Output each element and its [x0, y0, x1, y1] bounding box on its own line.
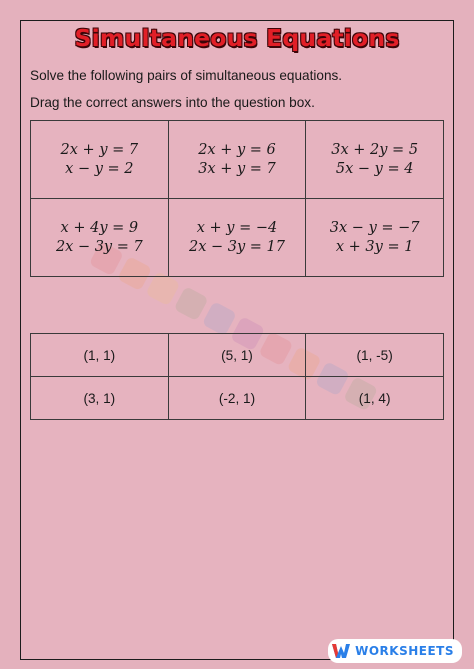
question-cell[interactable]	[306, 199, 444, 277]
question-cell[interactable]	[31, 121, 169, 199]
worksheets-logo[interactable]	[328, 639, 462, 663]
question-box	[30, 120, 444, 277]
equation: 3x − y = −7	[329, 219, 420, 236]
question-cell[interactable]	[306, 121, 444, 199]
equation: 2x − 3y = 7	[55, 238, 143, 255]
equation: 3x + y = 7	[198, 160, 276, 177]
equation: 3x + 2y = 5	[331, 141, 419, 158]
equation: x − y = 2	[65, 160, 134, 177]
brand-name: WORKSHEETS	[355, 644, 454, 658]
equation: x + y = −4	[196, 219, 278, 236]
equation: 2x + y = 6	[198, 141, 276, 158]
equation: 2x + y = 7	[60, 141, 139, 158]
question-cell[interactable]	[168, 121, 306, 199]
equation: x + 3y = 1	[335, 238, 414, 255]
instruction-drag: Drag the correct answers into the question box.	[30, 95, 315, 110]
answer-tile[interactable]: (1, -5)	[306, 334, 444, 377]
answer-tile[interactable]: (-2, 1)	[168, 377, 306, 420]
answer-tile[interactable]: (1, 4)	[306, 377, 444, 420]
equation: x + 4y = 9	[60, 219, 139, 236]
answer-tile[interactable]: (5, 1)	[168, 334, 306, 377]
equation: 2x − 3y = 17	[188, 238, 285, 255]
equation: 5x − y = 4	[335, 160, 414, 177]
answer-tile[interactable]: (1, 1)	[31, 334, 169, 377]
instruction-solve: Solve the following pairs of simultaneous equations.	[30, 68, 343, 83]
page-title: Simultaneous Equations	[74, 24, 400, 52]
question-cell[interactable]	[168, 199, 306, 277]
answer-bank	[30, 333, 444, 420]
answer-tile[interactable]: (3, 1)	[31, 377, 169, 420]
worksheet-page	[20, 20, 454, 660]
question-cell[interactable]	[31, 199, 169, 277]
w-logo-icon	[332, 643, 350, 659]
